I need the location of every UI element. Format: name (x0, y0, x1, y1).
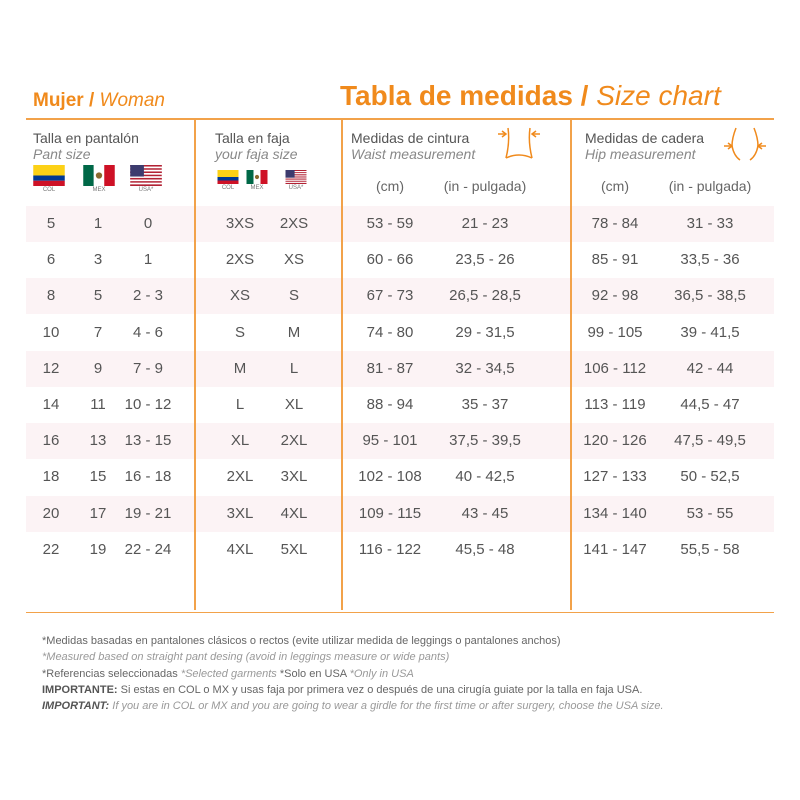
table-cell: 18 (42, 468, 60, 486)
table-cell: S (288, 287, 299, 305)
table-cell: 85 - 91 (591, 251, 639, 269)
table-cell: XS (283, 251, 304, 269)
table-cell: 13 (89, 432, 107, 450)
table-cell: 81 - 87 (366, 359, 414, 377)
table-cell: 8 (46, 287, 56, 305)
table-cell: 16 (42, 432, 60, 450)
hip-title: Medidas de cadera (585, 130, 705, 146)
table-cell: S (234, 323, 245, 341)
table-cell: 95 - 101 (362, 432, 418, 450)
title-slash-2: / (572, 80, 597, 111)
column-divider (341, 120, 343, 610)
table-cell: 2 - 3 (132, 287, 163, 305)
table-cell: 67 - 73 (366, 287, 414, 305)
table-cell: 120 - 126 (583, 432, 647, 450)
table-cell: 2XS (225, 251, 255, 269)
note-ref-es: *Referencias seleccionadas (42, 668, 178, 680)
table-cell: 37,5 - 39,5 (449, 432, 521, 450)
faja-size-subtitle: your faja size (215, 146, 298, 162)
table-cell: 141 - 147 (583, 540, 647, 558)
column-divider (570, 120, 572, 610)
table-cell: 4 - 6 (132, 323, 163, 341)
table-cell: 6 (46, 251, 56, 269)
table-cell: 14 (42, 396, 60, 413)
waist-title: Medidas de cintura (351, 130, 470, 146)
pant-size-subtitle: Pant size (33, 146, 91, 162)
table-cell: 12 (42, 359, 60, 377)
table-cell: 33,5 - 36 (680, 251, 740, 269)
table-cell: 4XL (280, 504, 308, 522)
table-cell: 113 - 119 (584, 396, 646, 413)
faja-size-title: Talla en faja (215, 130, 290, 146)
table-cell: 1 (93, 215, 103, 232)
table-cell: 36,5 - 38,5 (674, 287, 746, 305)
table-cell: 17 (89, 504, 107, 522)
title-woman: Woman (99, 90, 165, 111)
table-cell: 3XL (226, 504, 254, 522)
hip-unit-cm: (cm) (601, 178, 629, 194)
note-important-en (42, 700, 664, 712)
table-cell: 47,5 - 49,5 (674, 432, 746, 450)
title-size-chart: Size chart (596, 80, 721, 111)
section-title-woman (33, 90, 165, 112)
table-cell: 22 - 24 (124, 540, 172, 558)
table-cell: XL (284, 396, 304, 413)
table-cell: 9 (93, 359, 103, 377)
table-cell: 127 - 133 (583, 468, 647, 486)
table-cell: 134 - 140 (583, 504, 647, 522)
table-cell: 32 - 34,5 (455, 359, 515, 377)
table-cell: 92 - 98 (591, 287, 639, 305)
table-cell: 99 - 105 (587, 323, 643, 341)
table-cell: 39 - 41,5 (680, 323, 740, 341)
page-title (340, 80, 721, 112)
flag-caption: MEX (250, 185, 264, 191)
table-cell: 19 - 21 (124, 504, 172, 522)
flag-caption: USA* (288, 185, 304, 191)
table-cell: XL (230, 432, 250, 450)
table-cell: 44,5 - 47 (680, 396, 740, 413)
table-cell: M (287, 323, 301, 341)
table-cell: 19 (89, 540, 107, 558)
note-usa-es: *Solo en USA (279, 668, 347, 680)
table-cell: 35 - 37 (461, 396, 509, 413)
title-slash: / (83, 90, 100, 111)
table-cell: 3XS (225, 215, 255, 232)
waist-unit-in: (in - pulgada) (443, 178, 527, 194)
table-cell: 2XL (226, 468, 254, 486)
important-label-es: IMPORTANTE: (42, 684, 118, 696)
table-cell: M (233, 359, 247, 377)
important-text-en: If you are in COL or MX and you are going to wear a girdle for the first time or after surgery, choose the USA size. (109, 700, 664, 712)
table-cell: 31 - 33 (686, 215, 734, 232)
note-usa-en: *Only in USA (349, 668, 414, 680)
note-measure-en: *Measured based on straight pant desing (avoid in leggings measure or wide pants) (42, 651, 450, 663)
table-cell: 109 - 115 (358, 504, 422, 522)
flag-caption: USA* (138, 187, 154, 193)
table-cell: 53 - 59 (366, 215, 414, 232)
table-cell: 0 (143, 215, 153, 232)
hip-measure-icon (722, 124, 768, 162)
important-label-en: IMPORTANT: (42, 700, 110, 712)
table-cell: 7 - 9 (132, 359, 163, 377)
table-cell: 88 - 94 (366, 396, 414, 413)
flag-caption: MEX (92, 187, 106, 193)
table-cell: 50 - 52,5 (680, 468, 740, 486)
table-cell: 29 - 31,5 (455, 323, 515, 341)
table-cell: 21 - 23 (461, 215, 509, 232)
title-tabla: Tabla de medidas (340, 80, 573, 111)
table-cell: 23,5 - 26 (455, 251, 515, 269)
table-cell: 5 (93, 287, 103, 305)
table-cell: 7 (93, 323, 103, 341)
table-cell: 60 - 66 (366, 251, 414, 269)
table-cell: 10 (42, 323, 60, 341)
hip-subtitle: Hip measurement (585, 146, 696, 162)
table-cell: 116 - 122 (358, 540, 422, 558)
top-divider (26, 118, 774, 120)
column-divider (194, 120, 196, 610)
flag-caption: COL (221, 185, 235, 191)
table-cell: 1 (143, 251, 153, 269)
table-cell: 11 (90, 396, 106, 413)
table-cell: 10 - 12 (124, 396, 172, 413)
bottom-divider (26, 612, 774, 613)
table-cell: 20 (42, 504, 60, 522)
table-cell: L (235, 396, 245, 413)
table-cell: 106 - 112 (583, 359, 647, 377)
waist-measure-icon (496, 124, 542, 162)
note-references (42, 668, 414, 680)
table-cell: 53 - 55 (686, 504, 734, 522)
table-cell: 43 - 45 (461, 504, 509, 522)
pant-size-title: Talla en pantalón (33, 130, 139, 146)
table-cell: 40 - 42,5 (455, 468, 515, 486)
table-cell: 3XL (280, 468, 308, 486)
table-cell: L (289, 359, 299, 377)
table-cell: 2XS (279, 215, 309, 232)
important-text-es: Si estas en COL o MX y usas faja por primera vez o después de una cirugía guiate por la talla en faja USA. (117, 684, 643, 696)
table-cell: 22 (42, 540, 60, 558)
waist-subtitle: Waist measurement (351, 146, 476, 162)
table-cell: XS (229, 287, 250, 305)
table-cell: 5 (46, 215, 56, 232)
table-cell: 2XL (280, 432, 308, 450)
table-cell: 78 - 84 (591, 215, 639, 232)
table-cell: 55,5 - 58 (680, 540, 740, 558)
table-cell: 4XL (226, 540, 254, 558)
waist-unit-cm: (cm) (376, 178, 404, 194)
table-cell: 42 - 44 (686, 359, 734, 377)
title-mujer: Mujer (33, 90, 84, 111)
table-cell: 15 (89, 468, 107, 486)
table-cell: 74 - 80 (366, 323, 414, 341)
table-cell: 3 (93, 251, 103, 269)
flag-caption: COL (42, 187, 56, 193)
table-cell: 5XL (280, 540, 308, 558)
table-cell: 45,5 - 48 (455, 540, 515, 558)
hip-unit-in: (in - pulgada) (668, 178, 752, 194)
note-ref-en: *Selected garments (180, 668, 277, 680)
table-cell: 26,5 - 28,5 (449, 287, 521, 305)
table-cell: 16 - 18 (124, 468, 172, 486)
table-cell: 13 - 15 (124, 432, 172, 450)
note-important-es (42, 684, 642, 696)
note-measure-es: *Medidas basadas en pantalones clásicos o rectos (evite utilizar medida de leggings o pantalones anchos) (42, 635, 561, 647)
table-cell: 102 - 108 (358, 468, 422, 486)
